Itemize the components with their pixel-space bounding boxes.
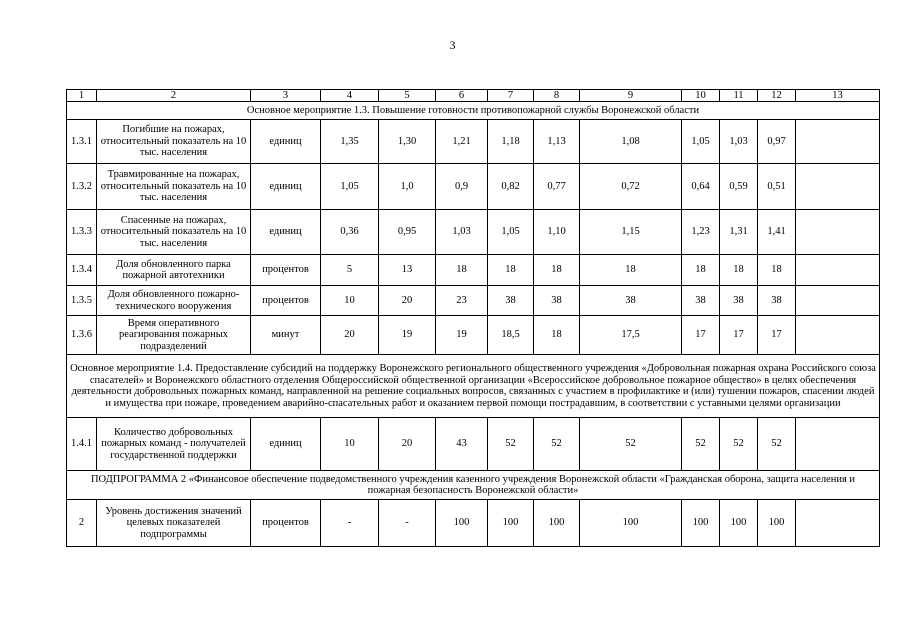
value-cell: 100 <box>436 500 488 547</box>
value-cell: 0,72 <box>580 164 682 210</box>
indicator-name: Травмированные на пожарах, относительный показатель на 10 тыс. населения <box>97 164 251 210</box>
page-number: 3 <box>449 38 456 52</box>
value-cell: 18 <box>488 255 534 286</box>
value-cell: 0,64 <box>682 164 720 210</box>
indicator-name: Доля обновленного парка пожарной автотехники <box>97 255 251 286</box>
value-cell <box>796 255 880 286</box>
value-cell: 18 <box>720 255 758 286</box>
unit: процентов <box>251 500 321 547</box>
unit: единиц <box>251 164 321 210</box>
indicators-table <box>66 89 880 547</box>
header-cell: 3 <box>251 90 321 102</box>
value-cell: 100 <box>580 500 682 547</box>
value-cell: 18 <box>682 255 720 286</box>
table-row <box>67 120 880 164</box>
row-id: 1.3.5 <box>67 286 97 316</box>
indicator-name: Время оперативного реагирования пожарных подразделений <box>97 316 251 355</box>
table-row <box>67 500 880 547</box>
value-cell <box>796 120 880 164</box>
row-id: 1.3.4 <box>67 255 97 286</box>
header-cell: 13 <box>796 90 880 102</box>
value-cell: 1,41 <box>758 210 796 255</box>
value-cell: 0,95 <box>379 210 436 255</box>
value-cell: 20 <box>379 286 436 316</box>
value-cell: 5 <box>321 255 379 286</box>
value-cell: 38 <box>488 286 534 316</box>
header-cell: 7 <box>488 90 534 102</box>
header-cell: 10 <box>682 90 720 102</box>
value-cell: 1,21 <box>436 120 488 164</box>
indicator-name: Погибшие на пожарах, относительный показатель на 10 тыс. населения <box>97 120 251 164</box>
value-cell: 18 <box>580 255 682 286</box>
value-cell: 1,23 <box>682 210 720 255</box>
value-cell: 17,5 <box>580 316 682 355</box>
header-cell: 9 <box>580 90 682 102</box>
value-cell: 1,03 <box>436 210 488 255</box>
value-cell: 18 <box>436 255 488 286</box>
value-cell: 0,36 <box>321 210 379 255</box>
value-cell: 17 <box>758 316 796 355</box>
value-cell: 1,05 <box>488 210 534 255</box>
value-cell: 1,03 <box>720 120 758 164</box>
section-title-1-3: Основное мероприятие 1.3. Повышение готовности противопожарной службы Воронежской области <box>67 102 880 120</box>
value-cell: 1,0 <box>379 164 436 210</box>
table-row <box>67 210 880 255</box>
value-cell: 18,5 <box>488 316 534 355</box>
value-cell: 1,15 <box>580 210 682 255</box>
value-cell: 38 <box>534 286 580 316</box>
value-cell: 20 <box>379 418 436 471</box>
value-cell <box>796 418 880 471</box>
value-cell: - <box>321 500 379 547</box>
value-cell: 38 <box>758 286 796 316</box>
table-row <box>67 316 880 355</box>
value-cell: 23 <box>436 286 488 316</box>
section-row-1-4 <box>67 355 880 418</box>
header-cell: 6 <box>436 90 488 102</box>
value-cell: 0,51 <box>758 164 796 210</box>
value-cell: 52 <box>534 418 580 471</box>
value-cell: 0,77 <box>534 164 580 210</box>
unit: минут <box>251 316 321 355</box>
indicator-name: Количество добровольных пожарных команд - получателей государственной поддержки <box>97 418 251 471</box>
unit: процентов <box>251 255 321 286</box>
value-cell: 17 <box>682 316 720 355</box>
header-cell: 5 <box>379 90 436 102</box>
header-cell: 8 <box>534 90 580 102</box>
value-cell: 18 <box>758 255 796 286</box>
value-cell: 38 <box>580 286 682 316</box>
value-cell <box>796 164 880 210</box>
row-id: 1.4.1 <box>67 418 97 471</box>
value-cell: 1,35 <box>321 120 379 164</box>
unit: единиц <box>251 120 321 164</box>
value-cell: 18 <box>534 255 580 286</box>
value-cell: 52 <box>758 418 796 471</box>
header-cell: 2 <box>97 90 251 102</box>
indicator-name: Спасенные на пожарах, относительный показатель на 10 тыс. населения <box>97 210 251 255</box>
indicator-name: Уровень достижения значений целевых показателей подпрограммы <box>97 500 251 547</box>
value-cell: 52 <box>682 418 720 471</box>
row-id: 1.3.6 <box>67 316 97 355</box>
unit: процентов <box>251 286 321 316</box>
row-id: 2 <box>67 500 97 547</box>
value-cell: 100 <box>720 500 758 547</box>
value-cell: 13 <box>379 255 436 286</box>
value-cell: 19 <box>436 316 488 355</box>
value-cell: 19 <box>379 316 436 355</box>
unit: единиц <box>251 418 321 471</box>
value-cell: 100 <box>534 500 580 547</box>
header-row <box>67 90 880 102</box>
value-cell: 10 <box>321 418 379 471</box>
section-title-1-4: Основное мероприятие 1.4. Предоставление субсидий на поддержку Воронежского регионального общественного учреждения «Добровольная пожарная охрана Российского союза спасателей» и Воронежского областного отделения Общероссийской общественной организации «Всероссийское добровольное пожарное общество» в целях обеспечения деятельности добровольных пожарных команд, направленной на решение социальных вопросов, связанных с участием в профилактике и (или) тушении пожаров, спасении людей и имущества при пожаре, проведением аварийно-спасательных работ и оказанием первой помощи пострадавшим, в соответствии с уставными целями организации <box>67 355 880 418</box>
row-id: 1.3.1 <box>67 120 97 164</box>
row-id: 1.3.3 <box>67 210 97 255</box>
value-cell <box>796 286 880 316</box>
table-row <box>67 164 880 210</box>
value-cell <box>796 210 880 255</box>
value-cell: 1,31 <box>720 210 758 255</box>
value-cell <box>796 316 880 355</box>
value-cell: 1,13 <box>534 120 580 164</box>
value-cell: 1,10 <box>534 210 580 255</box>
value-cell: 43 <box>436 418 488 471</box>
value-cell: - <box>379 500 436 547</box>
value-cell: 20 <box>321 316 379 355</box>
subprogram-row <box>67 471 880 500</box>
table-row <box>67 286 880 316</box>
value-cell: 52 <box>580 418 682 471</box>
header-cell: 1 <box>67 90 97 102</box>
value-cell: 100 <box>682 500 720 547</box>
value-cell: 0,97 <box>758 120 796 164</box>
value-cell: 0,59 <box>720 164 758 210</box>
value-cell: 1,05 <box>682 120 720 164</box>
unit: единиц <box>251 210 321 255</box>
table-row <box>67 418 880 471</box>
value-cell: 0,82 <box>488 164 534 210</box>
table-row <box>67 255 880 286</box>
value-cell: 0,9 <box>436 164 488 210</box>
value-cell: 100 <box>758 500 796 547</box>
value-cell: 100 <box>488 500 534 547</box>
value-cell: 38 <box>720 286 758 316</box>
row-id: 1.3.2 <box>67 164 97 210</box>
value-cell: 52 <box>488 418 534 471</box>
value-cell: 1,08 <box>580 120 682 164</box>
header-cell: 4 <box>321 90 379 102</box>
value-cell: 1,30 <box>379 120 436 164</box>
indicator-name: Доля обновленного пожарно-технического вооружения <box>97 286 251 316</box>
header-cell: 12 <box>758 90 796 102</box>
value-cell: 52 <box>720 418 758 471</box>
header-cell: 11 <box>720 90 758 102</box>
value-cell: 1,18 <box>488 120 534 164</box>
subprogram-title: ПОДПРОГРАММА 2 «Финансовое обеспечение подведомственного учреждения казенного учреждения Воронежской области «Гражданская оборона, защита населения и пожарная безопасность Воронежской области» <box>67 471 880 500</box>
value-cell: 10 <box>321 286 379 316</box>
value-cell: 1,05 <box>321 164 379 210</box>
section-row-1-3 <box>67 102 880 120</box>
value-cell: 17 <box>720 316 758 355</box>
value-cell: 38 <box>682 286 720 316</box>
value-cell <box>796 500 880 547</box>
value-cell: 18 <box>534 316 580 355</box>
